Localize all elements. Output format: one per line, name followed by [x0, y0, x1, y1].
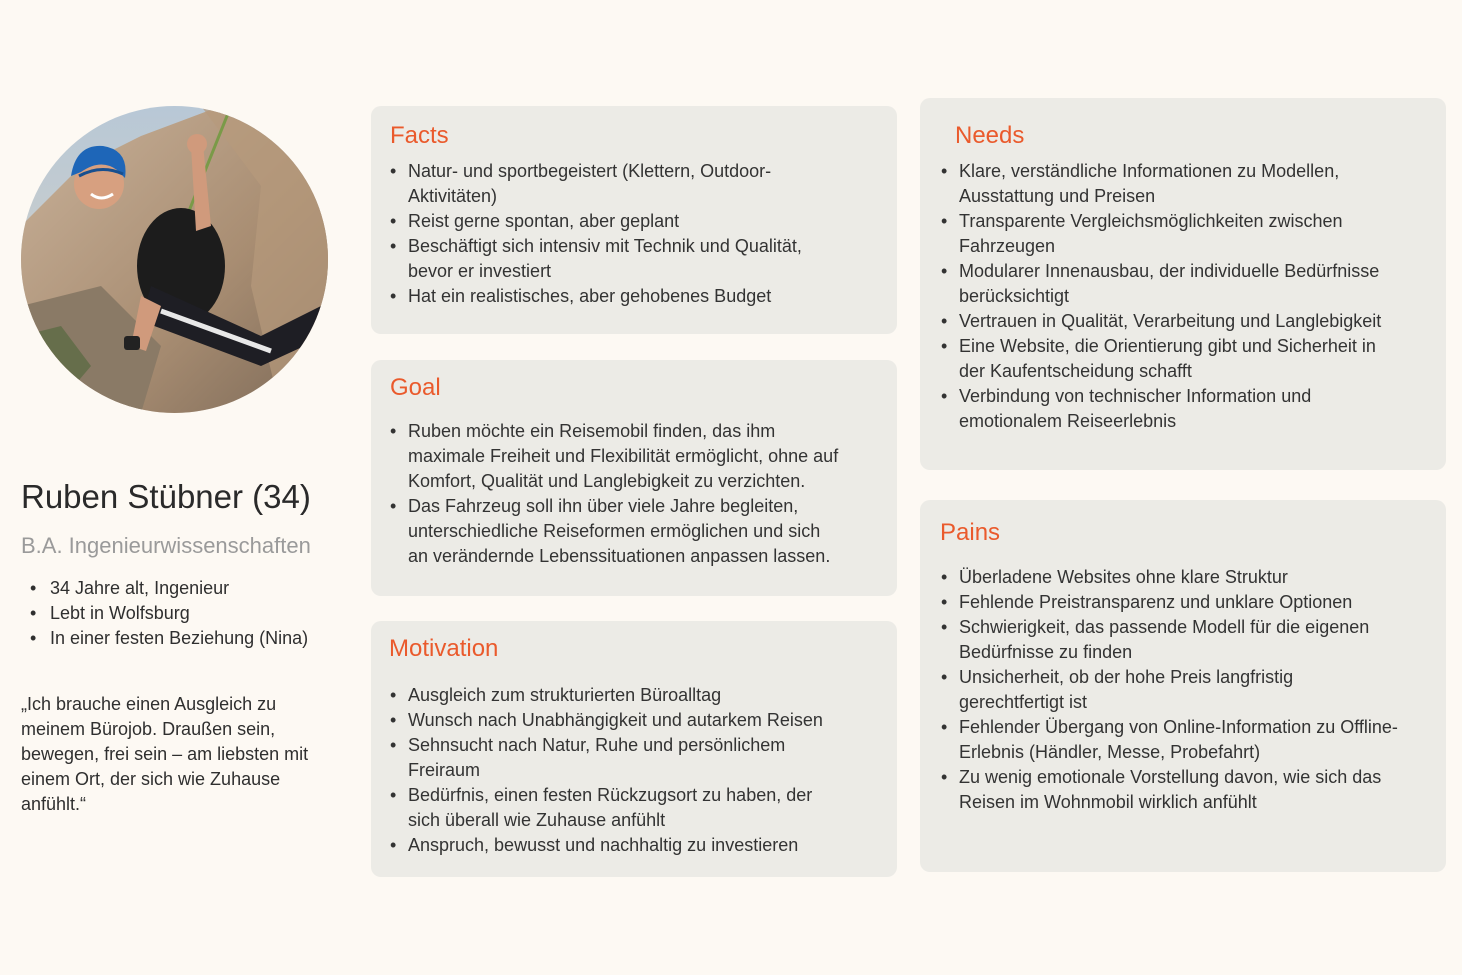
persona-facts-list [21, 576, 351, 651]
persona-degree: B.A. Ingenieurwissenschaften [21, 533, 311, 558]
list-item: • In einer festen Beziehung (Nina) [21, 626, 351, 651]
list-item: • Ausgleich zum strukturierten Büroalltag [390, 683, 840, 708]
card-title: Facts [390, 122, 449, 149]
card-list [941, 159, 1396, 434]
list-item: • 34 Jahre alt, Ingenieur [21, 576, 351, 601]
persona-name: Ruben Stübner (34) [21, 478, 311, 515]
list-item: • Anspruch, bewusst und nachhaltig zu investieren [390, 833, 840, 858]
card-list [390, 419, 840, 569]
card-title: Needs [955, 122, 1025, 149]
motivation-card [371, 621, 897, 877]
goal-card [371, 360, 897, 596]
list-item: • Zu wenig emotionale Vorstellung davon, wie sich das Reisen im Wohnmobil wirklich anfühlt [941, 765, 1401, 815]
list-item: • Schwierigkeit, das passende Modell für die eigenen Bedürfnisse zu finden [941, 615, 1401, 665]
card-title: Pains [940, 519, 1001, 546]
avatar [21, 106, 328, 413]
list-item: • Beschäftigt sich intensiv mit Technik und Qualität, bevor er investiert [390, 234, 820, 284]
list-item: • Hat ein realistisches, aber gehobenes Budget [390, 284, 820, 309]
list-item: • Eine Website, die Orientierung gibt und Sicherheit in der Kaufentscheidung schafft [941, 334, 1396, 384]
list-item: • Das Fahrzeug soll ihn über viele Jahre begleiten, unterschiedliche Reiseformen ermöglichen und sich an verändernde Lebenssituationen anpassen lassen. [390, 494, 840, 569]
list-item: • Lebt in Wolfsburg [21, 601, 351, 626]
list-item: • Wunsch nach Unabhängigkeit und autarkem Reisen [390, 708, 840, 733]
card-title: Motivation [389, 635, 499, 662]
list-item: • Transparente Vergleichsmöglichkeiten zwischen Fahrzeugen [941, 209, 1396, 259]
card-title: Goal [390, 374, 441, 401]
list-item: • Unsicherheit, ob der hohe Preis langfristig gerechtfertigt ist [941, 665, 1401, 715]
list-item: • Vertrauen in Qualität, Verarbeitung und Langlebigkeit [941, 309, 1396, 334]
card-list [390, 683, 840, 858]
list-item: • Fehlender Übergang von Online-Information zu Offline-Erlebnis (Händler, Messe, Probefahrt) [941, 715, 1401, 765]
list-item: • Ruben möchte ein Reisemobil finden, das ihm maximale Freiheit und Flexibilität ermöglicht, ohne auf Komfort, Qualität und Langlebigkeit zu verzichten. [390, 419, 840, 494]
list-item: • Klare, verständliche Informationen zu Modellen, Ausstattung und Preisen [941, 159, 1396, 209]
list-item: • Reist gerne spontan, aber geplant [390, 209, 820, 234]
pains-card [920, 500, 1446, 872]
list-item: • Verbindung von technischer Information und emotionalem Reiseerlebnis [941, 384, 1396, 434]
needs-card [920, 98, 1446, 470]
list-item: • Sehnsucht nach Natur, Ruhe und persönlichem Freiraum [390, 733, 840, 783]
card-list [390, 159, 820, 309]
facts-card [371, 106, 897, 334]
list-item: • Bedürfnis, einen festen Rückzugsort zu haben, der sich überall wie Zuhause anfühlt [390, 783, 840, 833]
list-item: • Fehlende Preistransparenz und unklare Optionen [941, 590, 1401, 615]
list-item: • Natur- und sportbegeistert (Klettern, Outdoor-Aktivitäten) [390, 159, 820, 209]
persona-quote: „Ich brauche einen Ausgleich zu meinem Bürojob. Draußen sein, bewegen, frei sein – am liebsten mit einem Ort, der sich wie Zuhause anfühlt.“ [21, 694, 309, 814]
list-item: • Überladene Websites ohne klare Struktur [941, 565, 1401, 590]
list-item: • Modularer Innenausbau, der individuelle Bedürfnisse berücksichtigt [941, 259, 1396, 309]
card-list [941, 565, 1401, 815]
